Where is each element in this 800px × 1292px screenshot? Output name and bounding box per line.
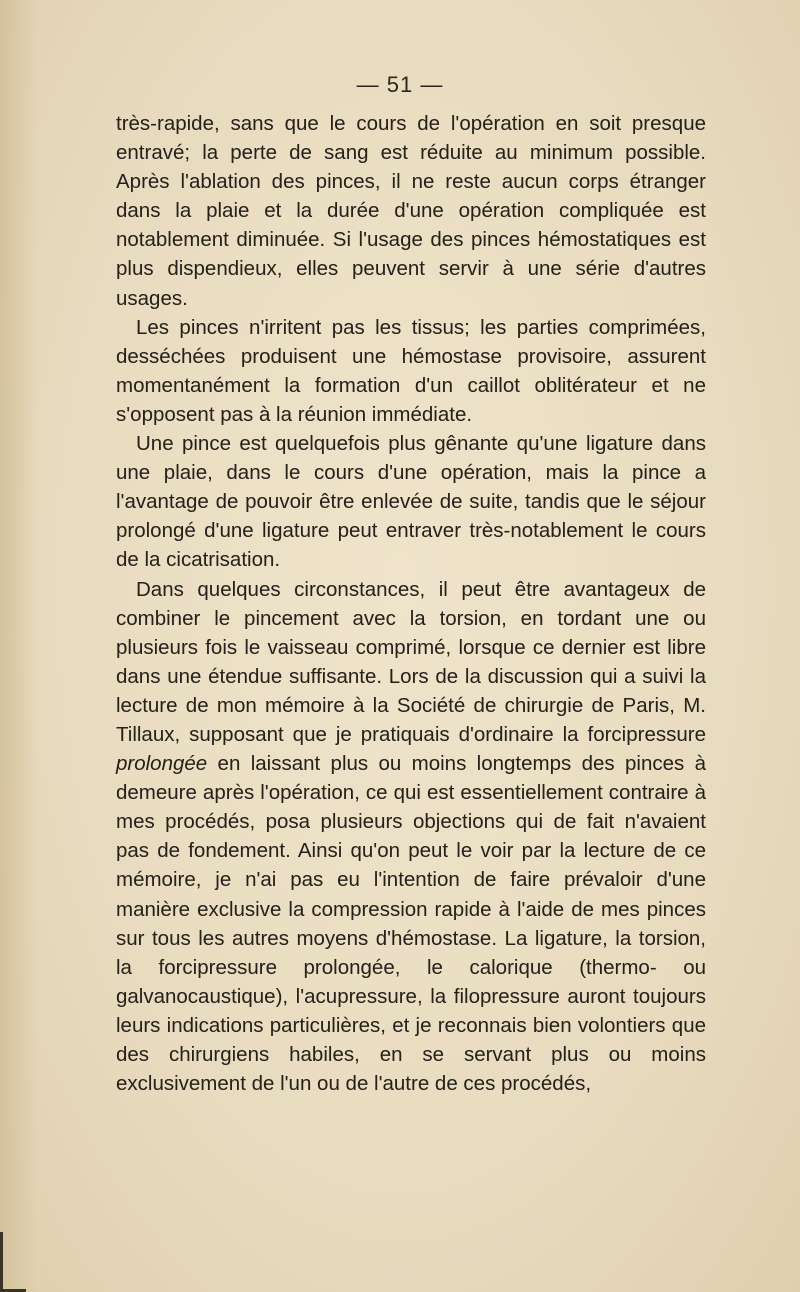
body-text [116,109,706,1098]
paragraph-2: Les pinces n'irritent pas les tissus; les parties comprimées, desséchées produisent une hémostase provisoire, assurent momentanément la formation d'un caillot oblitérateur et ne s'opposent pas à la réunion immédiate. [116,315,706,426]
paragraph-4-emphasis: prolongée [116,752,208,776]
page-number: — 51 — [356,72,444,97]
corner-crop-mark [0,1232,26,1292]
paragraph-3: Une pince est quelquefois plus gênante qu'une ligature dans une plaie, dans le cours d'une opération, mais la pince a l'avantage de pouvoir être enlevée de suite, tandis que le séjour prolongé d'une ligature peut entraver très-notablement le cours de la cicatrisation. [116,432,706,572]
paragraph-4-text-after: en laissant plus ou moins longtemps des pinces à demeure après l'opération, ce qui est essentiellement contraire à mes procédés, posa plusieurs objections qui de fait n'avaient pas de fondement. Ainsi qu'on peut le voir par la lecture de ce mémoire, je n'ai pas eu l'intention de faire prévaloir d'une manière exclusive la compression rapide à l'aide de mes pinces sur tous les autres moyens d'hémostase. La ligature, la torsion, la forcipressure prolongée, le calorique (thermo- ou galvanocaustique), l'acupressure, la filopressure auront toujours leurs indications particulières, et je reconnais bien volontiers que des chirurgiens habiles, en se servant plus ou moins exclusivement de l'un ou de l'autre de ces procédés, [116,752,706,1096]
paragraph-4-text-before: Dans quelques circonstances, il peut être avantageux de combiner le pincement avec la torsion, en tordant une ou plusieurs fois le vaisseau comprimé, lorsque ce dernier est libre dans une étendue suffisante. Lors de la discussion qui a suivi la lecture de mon mémoire à la Société de chirurgie de Paris, M. Tillaux, supposant que je pratiquais d'ordinaire la forcipressure [116,577,706,746]
page-edge-shadow [0,0,38,1292]
paragraph-4 [116,575,706,1099]
paragraph-1: très-rapide, sans que le cours de l'opération en soit presque entravé; la perte de sang est réduite au minimum possible. Après l'ablation des pinces, il ne reste aucun corps étranger dans la plaie et la durée d'une opération compliquée est notablement diminuée. Si l'usage des pinces hémostatiques est plus dispendieux, elles peuvent servir à une série d'autres usages. [116,112,706,310]
